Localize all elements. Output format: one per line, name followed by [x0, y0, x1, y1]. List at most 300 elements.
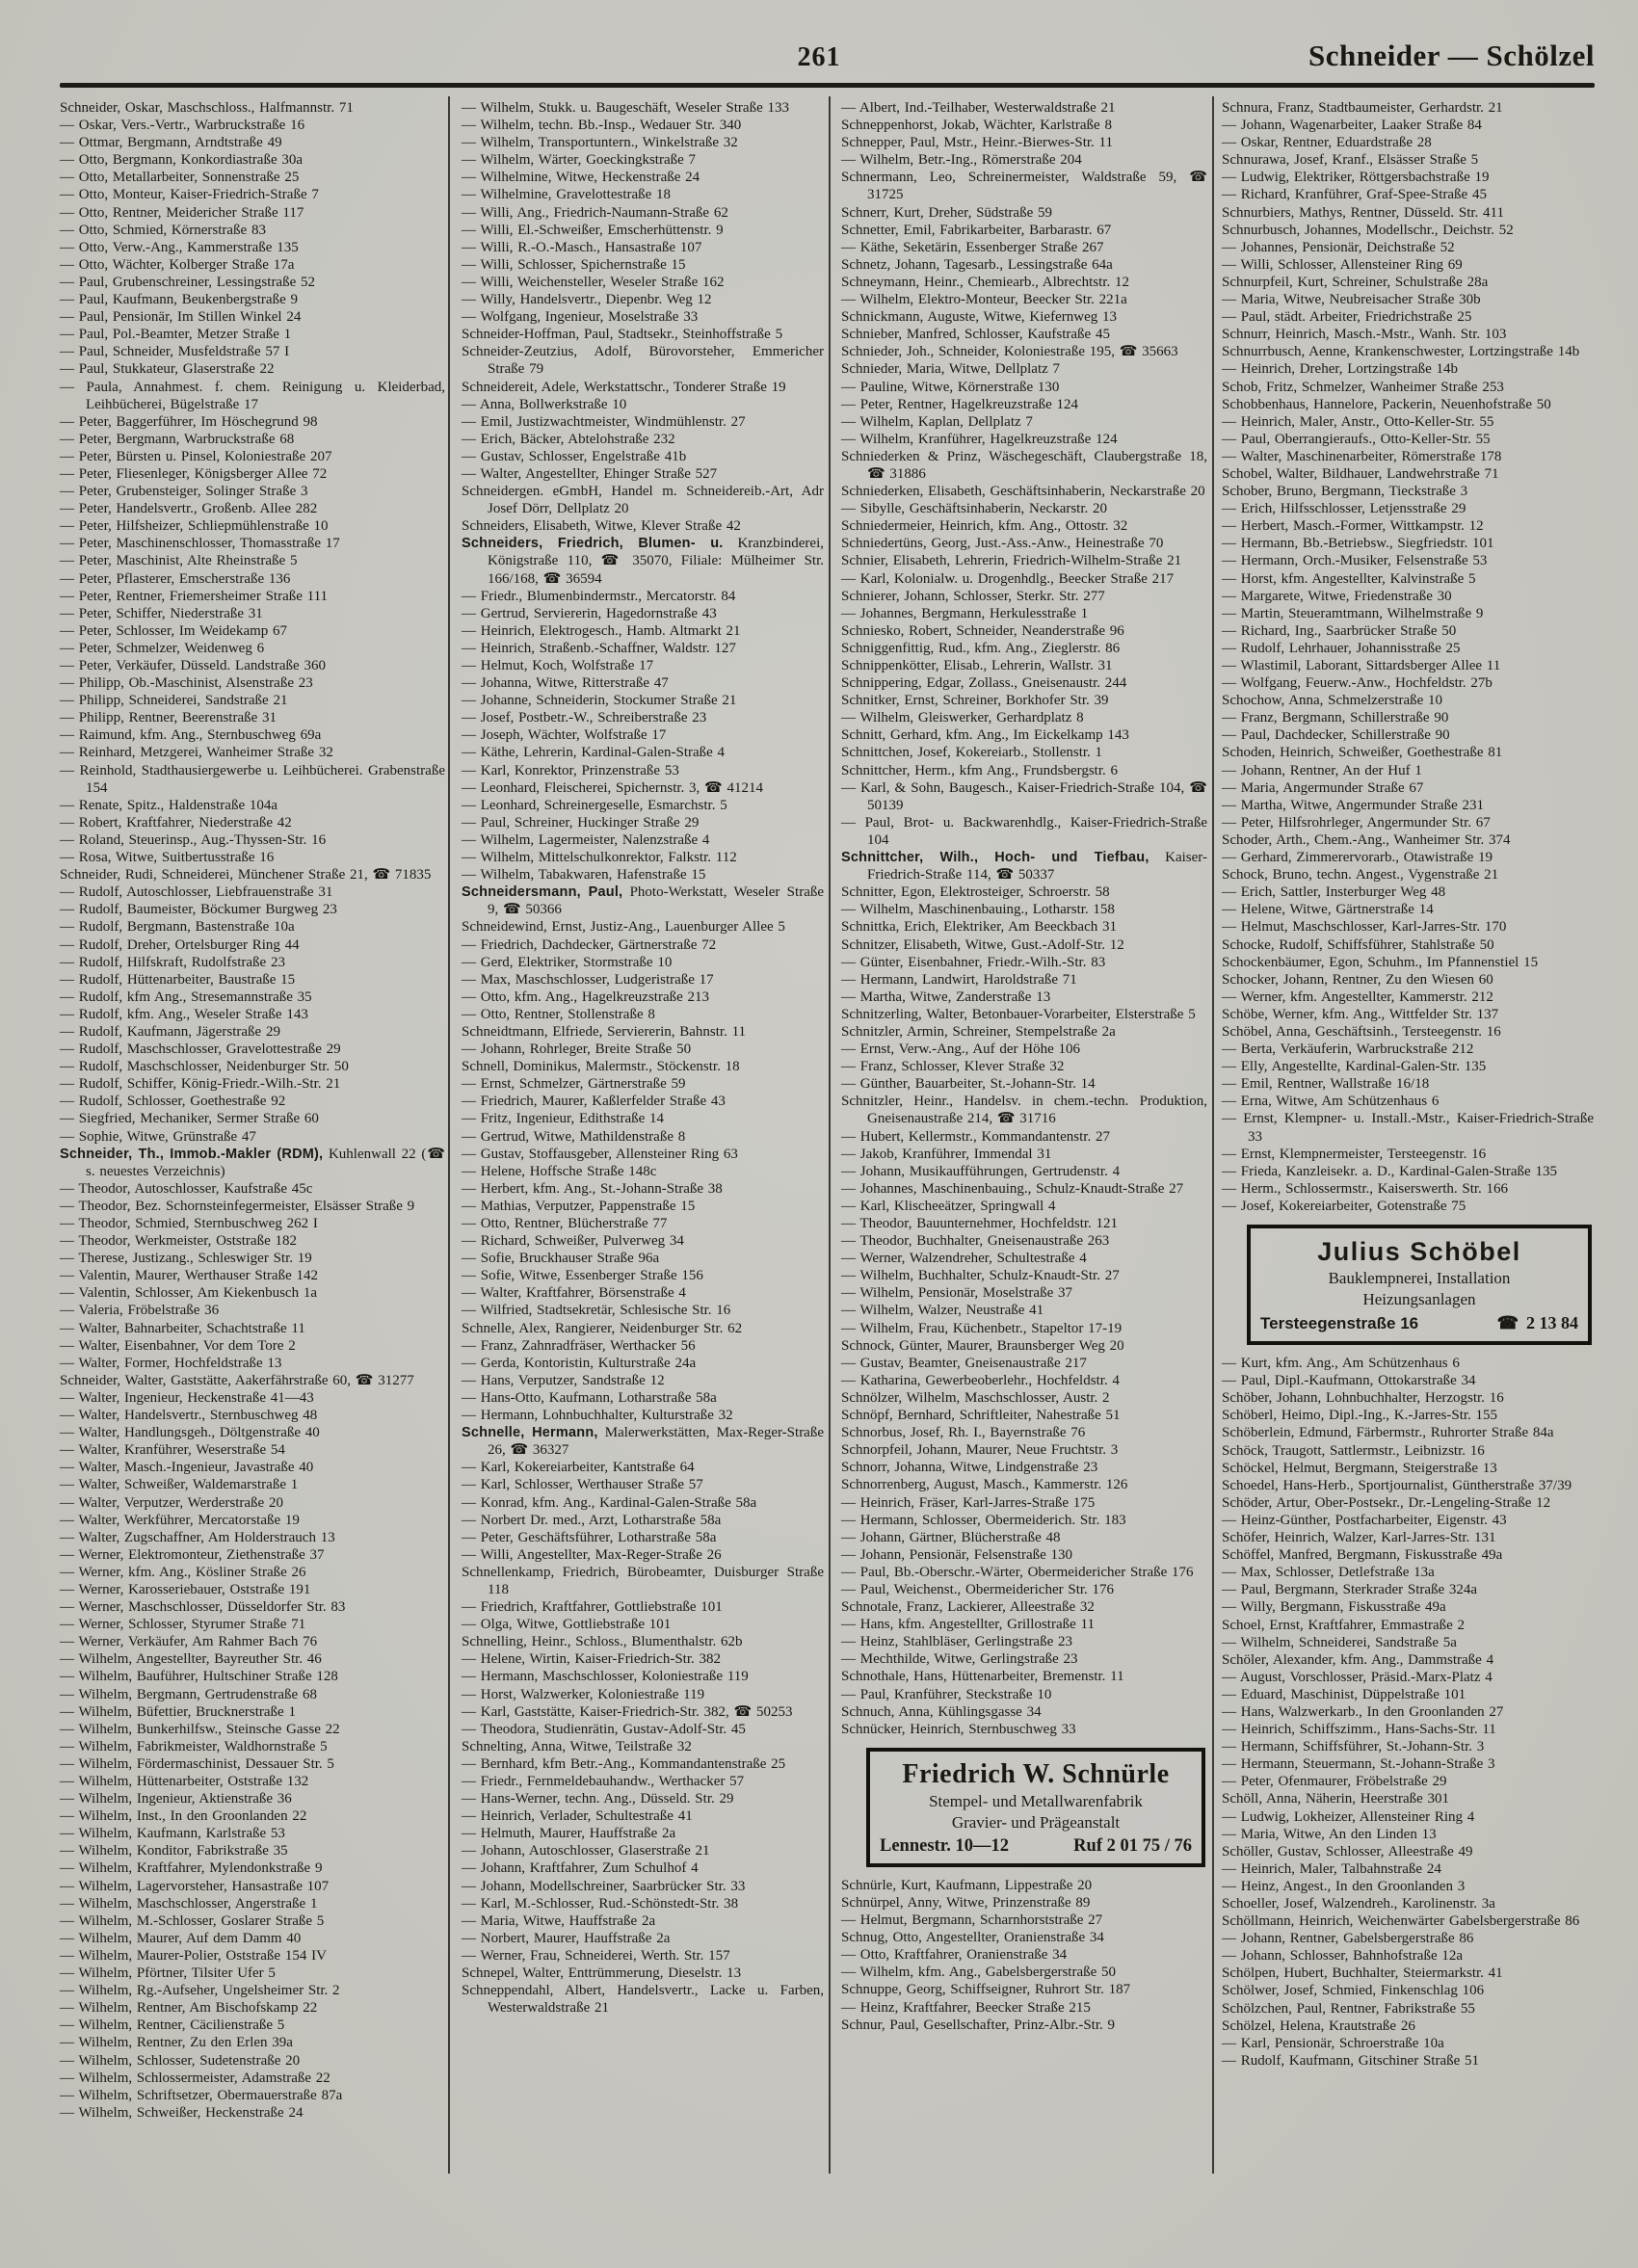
directory-entry: Schölzel, Helena, Krautstraße 26 — [1222, 2017, 1415, 2034]
directory-entry: — Rudolf, Lehrhauer, Johannisstraße 25 — [1222, 640, 1461, 656]
directory-column-4 — [1222, 99, 1594, 2070]
directory-entry: — Helene, Witwe, Gärtnerstraße 14 — [1222, 902, 1434, 918]
directory-entry: — Rudolf, Hüttenarbeiter, Baustraße 15 — [60, 971, 296, 988]
directory-entry: Schnurawa, Josef, Kranf., Elsässer Straße 5 — [1222, 152, 1479, 169]
directory-entry: — Gerda, Kontoristin, Kulturstraße 24a — [462, 1355, 697, 1371]
directory-entry: — Peter, Bürsten u. Pinsel, Koloniestraße 207 — [60, 448, 332, 464]
directory-entry: Schnitzerling, Walter, Betonbauer-Vorarbeiter, Elsterstraße 5 — [841, 1006, 1196, 1022]
directory-entry: Schnieder, Joh., Schneider, Koloniestraße 195, ☎ 35663 — [841, 344, 1178, 360]
directory-entry: Schocker, Johann, Rentner, Zu den Wiesen 60 — [1222, 971, 1493, 988]
directory-entry: — Peter, Schmelzer, Weidenweg 6 — [60, 640, 265, 656]
directory-entry: — Heinz, Stahlbläser, Gerlingstraße 23 — [841, 1634, 1073, 1650]
directory-entry: — Paul, Dipl.-Kaufmann, Ottokarstraße 34 — [1222, 1373, 1476, 1389]
directory-entry: — Helmuth, Maurer, Hauffstraße 2a — [462, 1826, 676, 1842]
directory-entry: — Maria, Angermunder Straße 67 — [1222, 779, 1424, 796]
directory-entry: — Josef, Kokereiarbeiter, Gotenstraße 75 — [1222, 1198, 1466, 1214]
directory-entry: — Hans, Verputzer, Sandstraße 12 — [462, 1372, 665, 1388]
directory-entry: — Franz, Bergmann, Schillerstraße 90 — [1222, 710, 1449, 726]
directory-entry: — Werner, Maschschlosser, Düsseldorfer Str. 83 — [60, 1599, 346, 1616]
directory-entry: — Heinz, Angest., In den Groonlanden 3 — [1222, 1878, 1466, 1894]
directory-entry: — Rosa, Witwe, Suitbertusstraße 16 — [60, 850, 275, 866]
directory-entry: — Wilhelm, Rentner, Zu den Erlen 39a — [60, 2035, 293, 2051]
directory-entry: — Gertrud, Serviererin, Hagedornstraße 43 — [462, 605, 717, 621]
directory-entry: — Wilhelm, Hüttenarbeiter, Oststraße 132 — [60, 1774, 309, 1789]
directory-entry: — Wilhelm, Rentner, Cäcilienstraße 5 — [60, 2017, 285, 2034]
directory-entry: Schölzchen, Paul, Rentner, Fabrikstraße 55 — [1222, 2000, 1475, 2017]
directory-entry: — Katharina, Gewerbeoberlehr., Hochfeldstr. 4 — [841, 1372, 1120, 1388]
directory-entry: — Reinhard, Metzgerei, Wanheimer Straße 32 — [60, 745, 333, 761]
directory-entry: Schöberlein, Edmund, Färbermstr., Ruhrorter Straße 84a — [1222, 1425, 1554, 1441]
directory-entry: Schnellenkamp, Friedrich, Bürobeamter, Duisburger Straße 118 — [462, 1564, 824, 1597]
directory-entry: — Gustav, Beamter, Gneisenaustraße 217 — [841, 1355, 1087, 1371]
directory-entry: Schnitter, Egon, Elektrosteiger, Schroerstr. 58 — [841, 884, 1110, 901]
directory-entry: Schneider-Zeutzius, Adolf, Bürovorsteher, Emmericher Straße 79 — [462, 344, 824, 378]
directory-entry: — Otto, Metallarbeiter, Sonnenstraße 25 — [60, 170, 300, 186]
directory-entry: — Richard, Ing., Saarbrücker Straße 50 — [1222, 622, 1457, 639]
directory-entry: — Peter, Rentner, Hagelkreuzstraße 124 — [841, 396, 1079, 412]
directory-entry: — Käthe, Seketärin, Essenberger Straße 267 — [841, 239, 1104, 255]
directory-entry: Schöler, Alexander, kfm. Ang., Dammstraße 4 — [1222, 1651, 1494, 1668]
directory-entry: Schniedertüns, Georg, Just.-Ass.-Anw., Heinestraße 70 — [841, 536, 1164, 552]
directory-entry: Schnura, Franz, Stadtbaumeister, Gerhardstr. 21 — [1222, 100, 1503, 116]
directory-entry: Schöberl, Heimo, Dipl.-Ing., K.-Jarres-Str. 155 — [1222, 1408, 1498, 1424]
entry-bold-name: Schneidersmann, Paul, — [462, 884, 623, 901]
directory-entry: Schnölzer, Wilhelm, Maschschlosser, Austr. 2 — [841, 1389, 1110, 1406]
ad-schoebel-title: Julius Schöbel — [1317, 1237, 1521, 1266]
directory-entry: — Siegfried, Mechaniker, Sermer Straße 60 — [60, 1111, 319, 1127]
directory-entry: — Theodor, Buchhalter, Gneisenaustraße 263 — [841, 1233, 1110, 1250]
directory-entry: — Ernst, Schmelzer, Gärtnerstraße 59 — [462, 1076, 686, 1093]
directory-entry: — Josef, Postbetr.-W., Schreiberstraße 23 — [462, 710, 707, 726]
directory-entry: — Wilhelm, Pförtner, Tilsiter Ufer 5 — [60, 1965, 276, 1982]
directory-entry: Schnieber, Manfred, Schlosser, Kaufstraße 45 — [841, 327, 1110, 343]
directory-entry: — Ernst, Verw.-Ang., Auf der Höhe 106 — [841, 1042, 1081, 1058]
directory-entry: Schöder, Artur, Ober-Postsekr., Dr.-Lengeling-Straße 12 — [1222, 1494, 1551, 1511]
directory-entry: — Gerhard, Zimmerervorarb., Otawistraße 19 — [1222, 850, 1493, 866]
directory-entry: — Philipp, Rentner, Beerenstraße 31 — [60, 710, 277, 726]
directory-entry: — Gertrud, Witwe, Mathildenstraße 8 — [462, 1128, 686, 1145]
directory-entry: — Friedrich, Maurer, Kaßlerfelder Straße 43 — [462, 1094, 726, 1110]
directory-entry: — Wilhelm, Fabrikmeister, Waldhornstraße 5 — [60, 1738, 328, 1754]
directory-entry: — Ottmar, Bergmann, Arndtstraße 49 — [60, 135, 282, 151]
directory-entry: Schnelting, Anna, Witwe, Teilstraße 32 — [462, 1738, 692, 1754]
directory-entry: — Richard, Schweißer, Pulverweg 34 — [462, 1233, 684, 1250]
directory-entry: Schober, Bruno, Bergmann, Tieckstraße 3 — [1222, 484, 1468, 500]
directory-entry: — Paul, Weichenst., Obermeidericher Str. 176 — [841, 1581, 1115, 1597]
directory-entry: — Johann, Rentner, Gabelsbergerstraße 86 — [1222, 1931, 1474, 1947]
entry-bold-name: Schnelle, Hermann, — [462, 1425, 598, 1441]
directory-entry: — Friedr., Blumenbindermstr., Mercatorstr. 84 — [462, 588, 736, 604]
directory-entry: — Werner, Frau, Schneiderei, Werth. Str. 157 — [462, 1947, 730, 1964]
directory-entry: — Richard, Kranführer, Graf-Spee-Straße 45 — [1222, 187, 1487, 203]
directory-entry: — Wilhelm, Maurer-Polier, Oststraße 154 IV — [60, 1947, 327, 1964]
directory-entry: — Wilhelm, Frau, Küchenbetr., Stapeltor 17-19 — [841, 1320, 1123, 1336]
directory-entry: — Wilhelm, techn. Bb.-Insp., Wedauer Str. 340 — [462, 118, 742, 134]
directory-entry: Schneider, Rudi, Schneiderei, Münchener Straße 21, ☎ 71835 — [60, 867, 432, 883]
directory-entry: — Peter, Grubensteiger, Solinger Straße 3 — [60, 484, 308, 500]
directory-entry: — Theodor, Bez. Schornsteinfegermeister, Elsässer Straße 9 — [60, 1198, 415, 1214]
directory-entry: — Erna, Witwe, Am Schützenhaus 6 — [1222, 1094, 1440, 1110]
directory-entry: — Peter, Ofenmaurer, Fröbelstraße 29 — [1222, 1774, 1447, 1790]
directory-entry: Schnittchen, Josef, Kokereiarb., Stollenstr. 1 — [841, 745, 1103, 761]
directory-entry: — Paul, Pensionär, Im Stillen Winkel 24 — [60, 309, 302, 326]
directory-entry: — Johann, Modellschreiner, Saarbrücker Str. 33 — [462, 1878, 746, 1894]
directory-entry: Schockenbäumer, Egon, Schuhm., Im Pfannenstiel 15 — [1222, 954, 1539, 970]
directory-entry: — Fritz, Ingenieur, Edithstraße 14 — [462, 1111, 665, 1127]
directory-entry: Schnuppe, Georg, Schiffseigner, Ruhrort Str. 187 — [841, 1982, 1131, 1998]
directory-entry: — Oskar, Vers.-Vertr., Warbruckstraße 16 — [60, 118, 305, 134]
directory-entry: — Heinrich, Verlader, Schultestraße 41 — [462, 1808, 693, 1825]
directory-entry: — Paul, Pol.-Beamter, Metzer Straße 1 — [60, 327, 292, 343]
directory-entry: — Jakob, Kranführer, Immendal 31 — [841, 1146, 1052, 1162]
directory-entry: — Walter, Masch.-Ingenieur, Javastraße 40 — [60, 1460, 314, 1476]
directory-entry: Schnier, Elisabeth, Lehrerin, Friedrich-Wilhelm-Straße 21 — [841, 553, 1182, 569]
directory-entry: — Johanne, Schneiderin, Stockumer Straße 21 — [462, 693, 737, 709]
directory-entry: — Rudolf, Schlosser, Goethestraße 92 — [60, 1094, 286, 1110]
directory-entry: — Wilhelm, Schneiderei, Sandstraße 5a — [1222, 1634, 1457, 1650]
directory-entry: — Otto, kfm. Ang., Hagelkreuzstraße 213 — [462, 989, 710, 1005]
directory-entry: — Rudolf, Dreher, Ortelsburger Ring 44 — [60, 936, 300, 953]
directory-entry: — Wilhelm, Mittelschulkonrektor, Falkstr. 112 — [462, 850, 737, 866]
directory-entry: — Peter, Hilfsheizer, Schliepmühlenstraße 10 — [60, 518, 329, 535]
entry-bold-name: Schneider, Th., Immob.-Makler (RDM), — [60, 1146, 324, 1162]
directory-entry: — Anna, Bollwerkstraße 10 — [462, 396, 627, 412]
directory-entry: Schnotale, Franz, Lackierer, Alleestraße 32 — [841, 1599, 1095, 1616]
directory-entry: — Helene, Hoffsche Straße 148c — [462, 1163, 657, 1179]
directory-entry: — Wilhelm, Schlossermeister, Adamstraße 22 — [60, 2070, 330, 2086]
directory-entry: — Willy, Bergmann, Fiskusstraße 49a — [1222, 1599, 1446, 1616]
directory-entry: Schneidergen. eGmbH, Handel m. Schneidereib.-Art, Adr Josef Dörr, Dellplatz 20 — [462, 484, 824, 517]
directory-entry: — Werner, Schlosser, Styrumer Straße 71 — [60, 1617, 306, 1633]
directory-entry: — Johann, Wagenarbeiter, Laaker Straße 84 — [1222, 118, 1482, 134]
directory-entry: Schoel, Ernst, Kraftfahrer, Emmastraße 2 — [1222, 1617, 1466, 1633]
directory-entry: — Renate, Spitz., Haldenstraße 104a — [60, 797, 278, 813]
directory-entry: Schnermann, Leo, Schreinermeister, Waldstraße 59, ☎ 31725 — [841, 170, 1207, 203]
directory-entry: — Heinrich, Schiffszimm., Hans-Sachs-Str. 11 — [1222, 1722, 1496, 1738]
directory-entry: Schnur, Paul, Gesellschafter, Prinz-Albr.-Str. 9 — [841, 2017, 1115, 2033]
directory-entry: Schobel, Walter, Bildhauer, Landwehrstraße 71 — [1222, 465, 1499, 482]
directory-entry: Schneppendahl, Albert, Handelsvertr., Lacke u. Farben, Westerwaldstraße 21 — [462, 1983, 824, 2017]
directory-entry: — Konrad, kfm. Ang., Kardinal-Galen-Straße 58a — [462, 1494, 757, 1511]
directory-entry: — Peter, Rentner, Friemersheimer Straße 111 — [60, 588, 329, 604]
ad-schnuerle-address: Lennestr. 10—12 — [880, 1835, 1009, 1856]
directory-entry: — Werner, kfm. Ang., Kösliner Straße 26 — [60, 1564, 306, 1580]
directory-entry: — Wilhelmine, Gravelottestraße 18 — [462, 187, 672, 203]
directory-entry: — Willi, Angestellter, Max-Reger-Straße 26 — [462, 1546, 722, 1563]
directory-entry: — Walter, Kranführer, Weserstraße 54 — [60, 1442, 285, 1459]
directory-entry: Schnetz, Johann, Tagesarb., Lessingstraße 64a — [841, 256, 1113, 273]
directory-entry: Schneiders, Friedrich, Blumen- u. Kranzbinderei, Königstraße 110, ☎ 35070, Filiale: Mülheimer Str. 166/168, ☎ 36594 — [462, 536, 825, 587]
directory-entry: — Hans-Otto, Kaufmann, Lotharstraße 58a — [462, 1389, 717, 1406]
directory-entry: — Otto, Schmied, Körnerstraße 83 — [60, 222, 266, 238]
header-rule — [60, 83, 1595, 88]
directory-entry: — Joseph, Wächter, Wolfstraße 17 — [462, 727, 667, 744]
directory-entry: — Helmut, Bergmann, Scharnhorststraße 27 — [841, 1912, 1103, 1929]
directory-entry: — Hans-Werner, techn. Ang., Düsseld. Str. 29 — [462, 1791, 734, 1807]
directory-entry: — Walter, Maschinenarbeiter, Römerstraße 178 — [1222, 448, 1502, 464]
directory-entry: — Herbert, kfm. Ang., St.-Johann-Straße 38 — [462, 1180, 723, 1197]
directory-entry: — Valeria, Fröbelstraße 36 — [60, 1303, 220, 1319]
directory-entry: Schnothale, Hans, Hüttenarbeiter, Bremenstr. 11 — [841, 1669, 1124, 1685]
directory-entry: Schnelle, Alex, Rangierer, Neidenburger Str. 62 — [462, 1320, 743, 1336]
directory-entry: Schnetter, Emil, Fabrikarbeiter, Barbarastr. 67 — [841, 222, 1112, 238]
directory-entry: — Maria, Witwe, Neubreisacher Straße 30b — [1222, 292, 1481, 308]
directory-entry: Schnippering, Edgar, Zollass., Gneisenaustr. 244 — [841, 675, 1127, 692]
directory-entry: — Walter, Angestellter, Ehinger Straße 527 — [462, 465, 718, 482]
directory-entry: — Johann, Autoschlosser, Glaserstraße 21 — [462, 1843, 710, 1859]
directory-entry: Schnippenkötter, Elisab., Lehrerin, Wallstr. 31 — [841, 658, 1113, 673]
directory-entry: — Helmut, Maschschlosser, Karl-Jarres-Str. 170 — [1222, 919, 1507, 936]
directory-entry: — Hermann, Maschschlosser, Koloniestraße 119 — [462, 1669, 749, 1685]
directory-entry: Schneidtmann, Elfriede, Serviererin, Bahnstr. 11 — [462, 1023, 747, 1040]
directory-entry: — Sophie, Witwe, Grünstraße 47 — [60, 1128, 256, 1145]
directory-entry: — Johann, Rentner, An der Huf 1 — [1222, 762, 1422, 778]
directory-entry: — Rudolf, Schiffer, König-Friedr.-Wilh.-Str. 21 — [60, 1076, 341, 1093]
directory-entry: — Wilhelm, Maurer, Auf dem Damm 40 — [60, 1930, 302, 1946]
directory-entry: — Mechthilde, Witwe, Gerlingstraße 23 — [841, 1651, 1078, 1668]
directory-entry: — Wilhelm, Rg.-Aufseher, Ungelsheimer Str. 2 — [60, 1983, 340, 1999]
directory-entry: — Otto, Verw.-Ang., Kammerstraße 135 — [60, 239, 299, 255]
directory-entry: — Hermann, Lohnbuchhalter, Kulturstraße 32 — [462, 1408, 733, 1424]
directory-entry: Schnitzer, Elisabeth, Witwe, Gust.-Adolf-Str. 12 — [841, 936, 1124, 953]
directory-entry: Schöfer, Heinrich, Walzer, Karl-Jarres-Str. 131 — [1222, 1530, 1496, 1546]
directory-entry: — Karl, Kolonialw. u. Drogenhdlg., Beecker Straße 217 — [841, 570, 1175, 587]
directory-entry: — Wilhelm, Pensionär, Moselstraße 37 — [841, 1285, 1072, 1302]
directory-entry: — Wilhelm, Tabakwaren, Hafenstraße 15 — [462, 867, 706, 883]
directory-entry: — Wilhelm, Angestellter, Bayreuther Str. 46 — [60, 1651, 322, 1668]
directory-entry: Schniederken, Elisabeth, Geschäftsinhaberin, Neckarstraße 20 — [841, 484, 1205, 500]
directory-entry: — Hubert, Kellermstr., Kommandantenstr. 27 — [841, 1128, 1110, 1145]
ad-schoebel-line: Heizungsanlagen — [1362, 1290, 1476, 1308]
directory-entry: — Hermann, Bb.-Betriebsw., Siegfriedstr. 101 — [1222, 536, 1494, 552]
directory-entry: — Wilhelm, Büfettier, Brucknerstraße 1 — [60, 1703, 296, 1720]
directory-entry: — Willi, R.-O.-Masch., Hansastraße 107 — [462, 239, 702, 255]
ad-schnuerle-line: Stempel- und Metallwarenfabrik — [929, 1791, 1143, 1810]
directory-entry: Schniesko, Robert, Schneider, Neanderstraße 96 — [841, 622, 1124, 639]
directory-entry: — Karl, Konrektor, Prinzenstraße 53 — [462, 762, 679, 778]
directory-entry: — Karl, M.-Schlosser, Rud.-Schönstedt-Str. 38 — [462, 1895, 739, 1912]
directory-entry: — Maria, Witwe, Hauffstraße 2a — [462, 1912, 656, 1929]
directory-entry: — Paula, Annahmest. f. chem. Reinigung u. Kleiderbad, Leihbücherei, Bügelstraße 17 — [60, 379, 445, 412]
directory-entry: Schnock, Günter, Maurer, Braunsberger Weg 20 — [841, 1337, 1124, 1354]
directory-entry: — Heinz-Günther, Postfacharbeiter, Eigenstr. 43 — [1222, 1512, 1507, 1528]
directory-entry: — Peter, Maschinist, Alte Rheinstraße 5 — [60, 553, 298, 569]
directory-entry: — Sofie, Witwe, Essenberger Straße 156 — [462, 1268, 703, 1284]
directory-entry: — August, Vorschlosser, Präsid.-Marx-Platz 4 — [1222, 1669, 1493, 1685]
directory-entry: — Peter, Schiffer, Niederstraße 31 — [60, 605, 263, 621]
directory-entry: Schochow, Anna, Schmelzerstraße 10 — [1222, 693, 1443, 709]
directory-entry: — Paul, Grubenschreiner, Lessingstraße 52 — [60, 274, 315, 290]
directory-entry: — Paul, Bb.-Oberschr.-Wärter, Obermeidericher Straße 176 — [841, 1564, 1194, 1580]
directory-entry: — Peter, Schlosser, Im Weidekamp 67 — [60, 622, 288, 639]
directory-entry: — Wilhelm, Kranführer, Hagelkreuzstraße 124 — [841, 431, 1118, 447]
directory-entry: — Paul, städt. Arbeiter, Friedrichstraße 25 — [1222, 309, 1472, 326]
directory-entry: — Elly, Angestellte, Kardinal-Galen-Str. 135 — [1222, 1059, 1487, 1075]
directory-entry: — Philipp, Ob.-Maschinist, Alsenstraße 23 — [60, 675, 313, 692]
directory-entry: — Hermann, Orch.-Musiker, Felsenstraße 53 — [1222, 553, 1488, 569]
directory-column-2 — [462, 99, 824, 2017]
directory-entry: Schnuch, Anna, Kühlingsgasse 34 — [841, 1703, 1042, 1720]
directory-entry: — Reinhold, Stadthausiergewerbe u. Leihbücherei. Grabenstraße 154 — [60, 762, 445, 796]
directory-entry: — Theodor, Autoschlosser, Kaufstraße 45c — [60, 1180, 313, 1197]
directory-entry: — Rudolf, kfm. Ang., Weseler Straße 143 — [60, 1006, 308, 1022]
directory-entry: Schnerr, Kurt, Dreher, Südstraße 59 — [841, 204, 1052, 221]
directory-entry: — Otto, Monteur, Kaiser-Friedrich-Straße 7 — [60, 187, 319, 203]
directory-entry: — Heinrich, Dreher, Lortzingstraße 14b — [1222, 361, 1458, 378]
directory-entry: Schnell, Dominikus, Malermstr., Stöckenstr. 18 — [462, 1059, 740, 1075]
directory-entry: — Wilhelm, Kraftfahrer, Mylendonkstraße 9 — [60, 1860, 323, 1877]
directory-entry: — Willi, Schlosser, Allensteiner Ring 69 — [1222, 256, 1463, 273]
directory-entry: Schöck, Traugott, Sattlermstr., Leibnizstr. 16 — [1222, 1442, 1485, 1459]
directory-entry: — Johann, Kraftfahrer, Zum Schulhof 4 — [462, 1860, 699, 1877]
directory-entry: — Heinrich, Maler, Anstr., Otto-Keller-Str. 55 — [1222, 413, 1494, 430]
directory-entry: — Heinz, Kraftfahrer, Beecker Straße 215 — [841, 1999, 1091, 2016]
directory-entry: — Walter, Kraftfahrer, Börsenstraße 4 — [462, 1285, 686, 1302]
directory-entry: — Gustav, Schlosser, Engelstraße 41b — [462, 448, 687, 464]
directory-entry: — Walter, Handlungsgeh., Döltgenstraße 40 — [60, 1425, 320, 1441]
directory-entry: — Wilhelm, Bunkerhilfsw., Steinsche Gasse 22 — [60, 1721, 340, 1737]
directory-entry: Schnitzler, Armin, Schreiner, Stempelstraße 2a — [841, 1023, 1116, 1040]
directory-entry: — Willi, Schlosser, Spichernstraße 15 — [462, 256, 686, 273]
directory-entry: Schob, Fritz, Schmelzer, Wanheimer Straße 253 — [1222, 379, 1504, 395]
directory-entry: Schnug, Otto, Angestellter, Oranienstraße 34 — [841, 1930, 1104, 1946]
directory-entry: — Berta, Verkäuferin, Warbruckstraße 212 — [1222, 1042, 1474, 1058]
directory-entry: Schnickmann, Auguste, Witwe, Kiefernweg 13 — [841, 309, 1117, 326]
directory-entry: — Walter, Bahnarbeiter, Schachtstraße 11 — [60, 1320, 305, 1336]
directory-entry: — Maria, Witwe, An den Linden 13 — [1222, 1826, 1437, 1842]
column-divider — [448, 96, 450, 2174]
directory-entry: — Walter, Verputzer, Werderstraße 20 — [60, 1494, 283, 1511]
directory-entry: — Willi, Ang., Friedrich-Naumann-Straße 62 — [462, 204, 728, 221]
directory-entry: — Peter, Handelsvertr., Großenb. Allee 282 — [60, 501, 318, 517]
directory-entry: Schnepel, Walter, Enttrümmerung, Dieselstr. 13 — [462, 1965, 742, 1982]
directory-entry: — Peter, Hilfsrohrleger, Angermunder Str. 67 — [1222, 814, 1491, 831]
directory-entry: — Otto, Rentner, Stollenstraße 8 — [462, 1006, 655, 1022]
directory-entry: — Therese, Justizang., Schleswiger Str. 19 — [60, 1251, 312, 1267]
directory-entry: — Peter, Baggerführer, Im Höschegrund 98 — [60, 413, 318, 430]
directory-entry: Schneidereit, Adele, Werkstattschr., Tonderer Straße 19 — [462, 379, 786, 395]
ad-schoebel-address: Tersteegenstraße 16 — [1260, 1314, 1419, 1332]
directory-entry: — Emil, Rentner, Wallstraße 16/18 — [1222, 1076, 1430, 1093]
directory-entry: — Emil, Justizwachtmeister, Windmühlenstr. 27 — [462, 413, 746, 430]
directory-entry: — Heinrich, Straßenb.-Schaffner, Waldstr. 127 — [462, 640, 736, 656]
directory-entry: — Paul, Kranführer, Steckstraße 10 — [841, 1686, 1052, 1702]
column-divider — [829, 96, 831, 2174]
directory-entry: Schnorr, Johanna, Witwe, Lindgenstraße 23 — [841, 1460, 1098, 1476]
directory-entry: — Walter, Ingenieur, Heckenstraße 41—43 — [60, 1389, 314, 1406]
directory-entry: — Johann, Schlosser, Bahnhofstraße 12a — [1222, 1948, 1464, 1965]
directory-entry: — Willi, El.-Schweißer, Emscherhüttenstr. 9 — [462, 222, 724, 238]
directory-entry: — Hermann, Schiffsführer, St.-Johann-Str. 3 — [1222, 1739, 1485, 1755]
directory-entry: — Paul, Kaufmann, Beukenbergstraße 9 — [60, 292, 298, 308]
directory-entry: — Horst, Walzwerker, Koloniestraße 119 — [462, 1686, 705, 1702]
directory-entry: Schoder, Arth., Chem.-Ang., Wanheimer Str. 374 — [1222, 831, 1511, 848]
directory-entry: Schnittcher, Wilh., Hoch- und Tiefbau, Kaiser-Friedrich-Straße 114, ☎ 50337 — [841, 850, 1207, 883]
directory-entry: Schnurbiers, Mathys, Rentner, Düsseld. Str. 411 — [1222, 204, 1504, 221]
directory-entry: — Leonhard, Schreinergeselle, Esmarchstr. 5 — [462, 797, 727, 813]
directory-entry: Schneidersmann, Paul, Photo-Werkstatt, Weseler Straße 9, ☎ 50366 — [462, 884, 825, 918]
page-header-range: Schneider — Schölzel — [1308, 39, 1595, 72]
directory-entry: — Peter, Geschäftsführer, Lotharstraße 58a — [462, 1529, 717, 1545]
directory-entry: — Hermann, Schlosser, Obermeiderich. Str. 183 — [841, 1512, 1126, 1528]
directory-entry: — Eduard, Maschinist, Düppelstraße 101 — [1222, 1686, 1466, 1702]
directory-entry: — Peter, Maschinenschlosser, Thomasstraße 17 — [60, 536, 340, 552]
directory-entry: — Hermann, Steuermann, St.-Johann-Straße 3 — [1222, 1756, 1495, 1773]
ad-schnuerle-phone: Ruf 2 01 75 / 76 — [1073, 1835, 1192, 1856]
directory-entry: Schneider, Th., Immob.-Makler (RDM), Kuhlenwall 22 (☎ s. neuestes Verzeichnis) — [60, 1146, 445, 1179]
directory-entry: Schöll, Anna, Näherin, Heerstraße 301 — [1222, 1791, 1450, 1807]
directory-entry: — Paul, Dachdecker, Schillerstraße 90 — [1222, 727, 1450, 744]
directory-entry: — Paul, Brot- u. Backwarenhdlg., Kaiser-Friedrich-Straße 104 — [841, 814, 1207, 848]
directory-entry: — Ernst, Klempnermeister, Tersteegenstr. 16 — [1222, 1146, 1487, 1162]
directory-entry: — Wolfgang, Ingenieur, Moselstraße 33 — [462, 309, 699, 326]
directory-entry: — Friedrich, Dachdecker, Gärtnerstraße 72 — [462, 936, 717, 953]
directory-entry: Schöffel, Manfred, Bergmann, Fiskusstraße 49a — [1222, 1547, 1503, 1564]
directory-entry: Schnierer, Johann, Schlosser, Sterkr. Str. 277 — [841, 588, 1105, 604]
column-divider — [1212, 96, 1214, 2174]
directory-entry: — Margarete, Witwe, Friedenstraße 30 — [1222, 588, 1452, 604]
directory-entry: — Werner, Elektromonteur, Ziethenstraße 37 — [60, 1546, 325, 1563]
directory-entry: — Peter, Bergmann, Warbruckstraße 68 — [60, 431, 295, 447]
directory-entry: — Johann, Pensionär, Felsenstraße 130 — [841, 1546, 1073, 1563]
directory-entry: — Albert, Ind.-Teilhaber, Westerwaldstraße 21 — [841, 100, 1116, 116]
directory-entry: — Karl, Kokereiarbeiter, Kantstraße 64 — [462, 1460, 695, 1476]
directory-entry: — Wilhelm, Schriftsetzer, Obermauerstraße 87a — [60, 2087, 343, 2103]
directory-entry: — Rudolf, Bergmann, Bastenstraße 10a — [60, 919, 295, 936]
directory-entry: — Philipp, Schneiderei, Sandstraße 21 — [60, 693, 288, 709]
directory-entry: Schöller, Gustav, Schlosser, Alleestraße 49 — [1222, 1843, 1473, 1859]
directory-entry: — Ludwig, Elektriker, Röttgersbachstraße 19 — [1222, 170, 1490, 186]
directory-entry: Schnorbus, Josef, Rh. I., Bayernstraße 76 — [841, 1425, 1086, 1441]
directory-entry: — Paul, Schneider, Musfeldstraße 57 I — [60, 344, 290, 360]
directory-entry: Schnurbusch, Johannes, Modellschr., Deichstr. 52 — [1222, 222, 1514, 238]
directory-entry: — Raimund, kfm. Ang., Sternbuschweg 69a — [60, 727, 322, 744]
directory-entry: — Theodor, Schmied, Sternbuschweg 262 I — [60, 1216, 318, 1231]
directory-entry: Schöllmann, Heinrich, Weichenwärter Gabelsbergerstraße 86 — [1222, 1913, 1580, 1930]
directory-entry: — Friedr., Fernmeldebauhandw., Werthacker 57 — [462, 1774, 745, 1789]
ad-schoebel-line: Bauklempnerei, Installation — [1328, 1269, 1511, 1287]
directory-entry: Schniederken & Prinz, Wäschegeschäft, Claubergstraße 18, ☎ 31886 — [841, 448, 1207, 482]
directory-entry: — Wilhelm, Elektro-Monteur, Beecker Str. 221a — [841, 292, 1127, 308]
directory-entry: — Theodora, Studienrätin, Gustav-Adolf-Str. 45 — [462, 1721, 746, 1737]
directory-entry: — Walter, Eisenbahner, Vor dem Tore 2 — [60, 1337, 296, 1354]
directory-entry: — Paul, Schreiner, Huckinger Straße 29 — [462, 814, 700, 831]
directory-entry: Schneiders, Elisabeth, Witwe, Klever Straße 42 — [462, 518, 741, 535]
directory-entry: — Mathias, Verputzer, Pappenstraße 15 — [462, 1198, 696, 1214]
directory-entry: — Wolfgang, Feuerw.-Anw., Hochfeldstr. 27b — [1222, 675, 1493, 692]
entry-bold-name: Schneiders, Friedrich, Blumen- u. — [462, 536, 724, 552]
directory-entry: — Heinrich, Fräser, Karl-Jarres-Straße 175 — [841, 1494, 1096, 1511]
directory-entry: — Rudolf, Kaufmann, Jägerstraße 29 — [60, 1023, 280, 1040]
directory-entry: Schoeller, Josef, Walzendreh., Karolinenstr. 3a — [1222, 1896, 1495, 1912]
directory-entry: — Erich, Sattler, Insterburger Weg 48 — [1222, 884, 1446, 901]
directory-entry: — Walter, Former, Hochfeldstraße 13 — [60, 1355, 282, 1371]
directory-entry: — Karl, Schlosser, Werthauser Straße 57 — [462, 1477, 703, 1493]
ad-schoebel-phone: ☎ 2 13 84 — [1496, 1313, 1578, 1332]
directory-entry: Schock, Bruno, techn. Angest., Vygenstraße 21 — [1222, 867, 1499, 883]
directory-entry: — Heinrich, Maler, Talbahnstraße 24 — [1222, 1860, 1441, 1877]
directory-entry: — Wilhelm, Betr.-Ing., Römerstraße 204 — [841, 152, 1082, 169]
ad-schnuerle-line: Gravier- und Prägeanstalt — [951, 1812, 1121, 1832]
ad-schoebel — [1247, 1225, 1592, 1345]
directory-entry: — Paul, Bergmann, Sterkrader Straße 324a — [1222, 1582, 1478, 1598]
directory-entry: Schnittka, Erich, Elektriker, Am Beeckbach 31 — [841, 919, 1117, 936]
directory-entry: — Rudolf, Hilfskraft, Rudolfstraße 23 — [60, 954, 285, 970]
directory-entry: — Otto, Bergmann, Konkordiastraße 30a — [60, 152, 304, 169]
directory-entry: — Martin, Steueramtmann, Wilhelmstraße 9 — [1222, 605, 1484, 621]
directory-entry: Schniedermeier, Heinrich, kfm. Ang., Ottostr. 32 — [841, 518, 1128, 535]
directory-entry: — Herm., Schlossermstr., Kaiserswerth. Str. 166 — [1222, 1180, 1509, 1197]
